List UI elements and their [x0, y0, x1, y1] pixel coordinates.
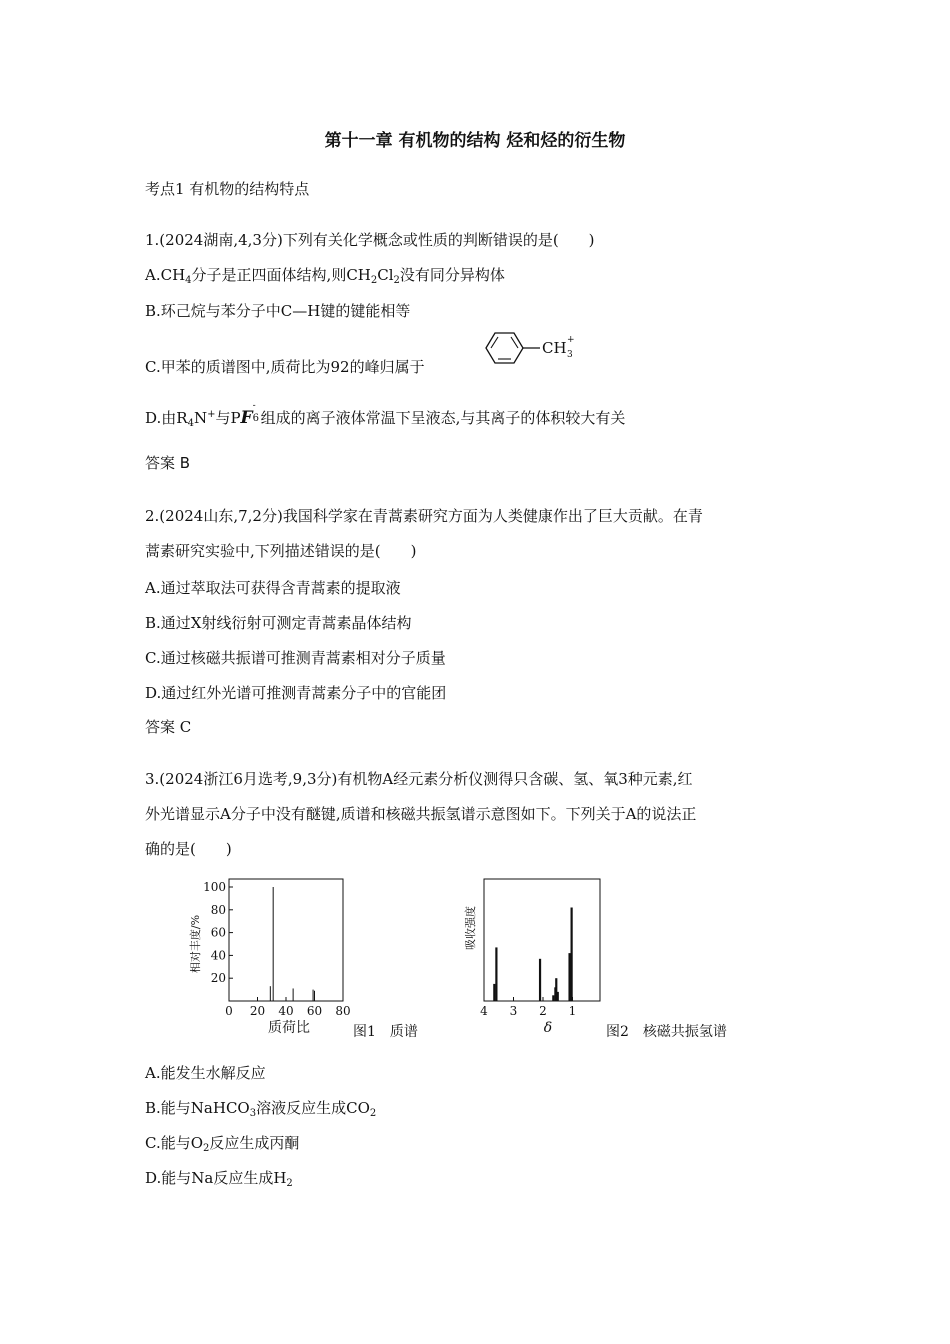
ms-frame — [229, 879, 343, 1001]
ms-ytick-label: 20 — [210, 971, 226, 986]
ms-ytick-label: 40 — [210, 948, 226, 963]
q1-answer: 答案 B — [145, 454, 191, 472]
nmr-xlabel: δ — [543, 1020, 553, 1036]
q1-stem: 1.(2024湖南,4,3分)下列有关化学概念或性质的判断错误的是( ) — [145, 231, 595, 249]
q2-option-c: C.通过核磁共振谱可推测青蒿素相对分子质量 — [145, 649, 446, 667]
formula-subscript: 3 — [567, 350, 573, 360]
ms-xtick-label: 0 — [225, 1004, 233, 1018]
formula-ch: CH — [542, 339, 567, 357]
q3-option-a: A.能发生水解反应 — [145, 1064, 266, 1082]
q3-option-d: D.能与Na反应生成$H_2$ — [145, 1169, 293, 1189]
q3-option-c: C.能与$O_2$反应生成丙酮 — [145, 1134, 300, 1154]
ms-xtick-label: 60 — [306, 1004, 323, 1018]
figure-mass-spectrum — [185, 872, 445, 1044]
ms-ytick-label: 80 — [210, 902, 226, 917]
ms-xtick-label: 80 — [335, 1004, 351, 1018]
q2-option-a: A.通过萃取法可获得含青蒿素的提取液 — [145, 579, 401, 597]
nmr-xtick-label: 1 — [568, 1004, 577, 1018]
q3-stem-line-3: 确的是( ) — [145, 840, 232, 858]
nmr-ylabel: 吸收强度 — [464, 906, 477, 950]
q1-option-d: D.由$R_4N^+$与PF - 6 组成的离子液体常温下呈液态,与其离子的体积较大有关 — [145, 401, 626, 429]
ms-ytick-label: 60 — [210, 925, 226, 940]
toluene-cation-structure — [482, 328, 582, 370]
q3-option-b: B.能与NaHCO$_3$溶液反应生成$CO_2$ — [145, 1099, 377, 1119]
ms-xlabel: 质荷比 — [268, 1020, 310, 1036]
q3-stem-line-1: 3.(2024浙江6月选考,9,3分)有机物A经元素分析仪测得只含碳、氢、氧3种元素,红 — [145, 770, 693, 788]
q2-option-d: D.通过红外光谱可推测青蒿素分子中的官能团 — [145, 684, 447, 702]
ms-title: 图1 质谱 — [353, 1024, 418, 1040]
q3-stem-line-2: 外光谱显示A分子中没有醚键,质谱和核磁共振氢谱示意图如下。下列关于A的说法正 — [145, 805, 697, 823]
formula-charge: + — [567, 335, 575, 345]
ms-xtick-label: 40 — [278, 1004, 294, 1018]
page-title: 第十一章 有机物的结构 烃和烃的衍生物 — [324, 131, 626, 151]
section-heading: 考点1 有机物的结构特点 — [145, 180, 310, 198]
q1-option-b: B.环己烷与苯分子中C—H键的键能相等 — [145, 302, 411, 320]
ms-xtick-label: 20 — [249, 1004, 266, 1018]
nmr-title: 图2 核磁共振氢谱 — [606, 1024, 727, 1040]
q2-stem-line-1: 2.(2024山东,7,2分)我国科学家在青蒿素研究方面为人类健康作出了巨大贡献。在青 — [145, 507, 703, 525]
q1-option-c: C.甲苯的质谱图中,质荷比为92的峰归属于 — [145, 358, 425, 376]
nmr-frame — [484, 879, 600, 1001]
q2-stem-line-2: 蒿素研究实验中,下列描述错误的是( ) — [145, 542, 417, 560]
q2-option-b: B.通过X射线衍射可测定青蒿素晶体结构 — [145, 614, 412, 632]
nmr-xtick-label: 3 — [509, 1004, 518, 1018]
ms-ytick-label: 100 — [203, 880, 226, 894]
nmr-xtick-label: 4 — [480, 1004, 488, 1018]
q1-option-a: $A.CH_4$分子是正四面体结构,则$CH_2Cl_2$没有同分异构体 — [145, 266, 505, 286]
q2-answer: 答案 C — [145, 718, 192, 736]
ms-ylabel: 相对丰度/% — [189, 914, 202, 974]
figure-nmr-spectrum — [460, 872, 780, 1044]
nmr-xtick-label: 2 — [539, 1004, 547, 1018]
